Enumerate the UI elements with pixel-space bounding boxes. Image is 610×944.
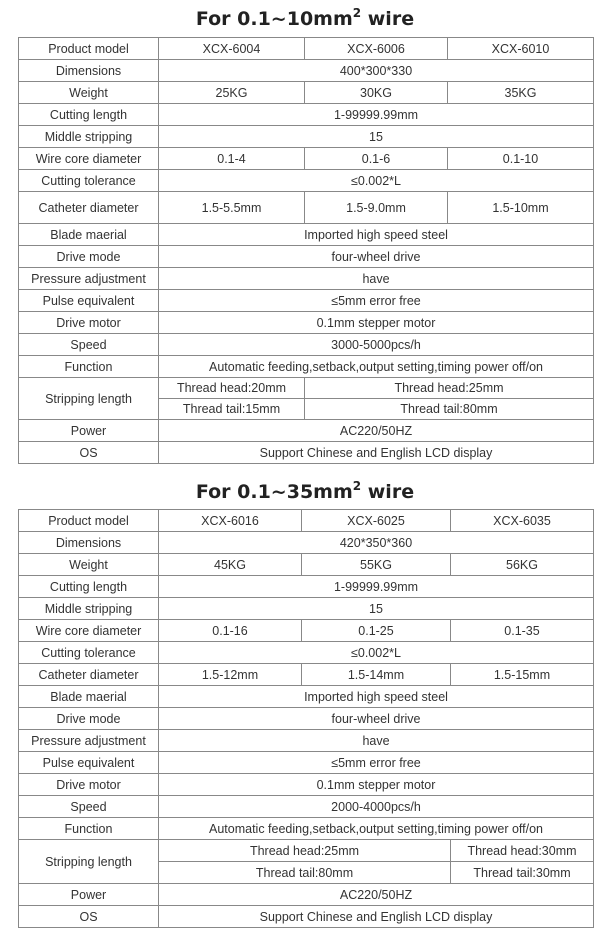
row-label: Middle stripping	[19, 598, 159, 620]
table-cell: Thread tail:80mm	[159, 862, 451, 884]
table-cell: 420*350*360	[159, 532, 594, 554]
table-row	[19, 126, 594, 148]
row-label: Middle stripping	[19, 126, 159, 148]
table-row	[19, 356, 594, 378]
row-label: Cutting length	[19, 104, 159, 126]
row-label: Drive mode	[19, 708, 159, 730]
table-cell: have	[159, 268, 594, 290]
table-row	[19, 576, 594, 598]
table-row	[19, 686, 594, 708]
row-label: Pulse equivalent	[19, 290, 159, 312]
table-cell: 1.5-14mm	[302, 664, 451, 686]
table-cell: 0.1-35	[451, 620, 594, 642]
table-cell: 1-99999.99mm	[159, 576, 594, 598]
title-text: For 0.1~10mm	[195, 8, 353, 30]
table-row	[19, 598, 594, 620]
table-row	[19, 840, 594, 862]
table-row	[19, 818, 594, 840]
table-row	[19, 148, 594, 170]
table-row	[19, 906, 594, 928]
table-row	[19, 796, 594, 818]
table-cell: Thread head:20mm	[159, 378, 305, 399]
table-cell: 1.5-9.0mm	[305, 192, 448, 224]
table-cell: 3000-5000pcs/h	[159, 334, 594, 356]
spec-table-10mm	[18, 37, 594, 464]
row-label: Weight	[19, 82, 159, 104]
table-cell: Thread tail:80mm	[305, 399, 594, 420]
table-row	[19, 170, 594, 192]
table-cell: 0.1-16	[159, 620, 302, 642]
table-row	[19, 224, 594, 246]
table-cell: 400*300*330	[159, 60, 594, 82]
table-title	[0, 8, 610, 30]
table-row	[19, 642, 594, 664]
row-label: Drive motor	[19, 312, 159, 334]
table-cell: 15	[159, 598, 594, 620]
row-label: Stripping length	[19, 378, 159, 420]
table-cell: 25KG	[159, 82, 305, 104]
table-cell: 45KG	[159, 554, 302, 576]
table-row	[19, 730, 594, 752]
row-label: Dimensions	[19, 60, 159, 82]
row-label: Cutting tolerance	[19, 170, 159, 192]
table-cell: 2000-4000pcs/h	[159, 796, 594, 818]
row-label: Speed	[19, 796, 159, 818]
table-cell: 0.1-25	[302, 620, 451, 642]
spec-table-35mm	[18, 509, 594, 928]
table-cell: Thread tail:15mm	[159, 399, 305, 420]
table-row	[19, 442, 594, 464]
table-cell: 0.1-10	[448, 148, 594, 170]
table-cell: Automatic feeding,setback,output setting,timing power off/on	[159, 818, 594, 840]
table-cell: XCX-6004	[159, 38, 305, 60]
table-row	[19, 334, 594, 356]
table-cell: 1-99999.99mm	[159, 104, 594, 126]
table-cell: AC220/50HZ	[159, 420, 594, 442]
row-label: Function	[19, 818, 159, 840]
row-label: Drive mode	[19, 246, 159, 268]
table-row	[19, 290, 594, 312]
table-cell: 55KG	[302, 554, 451, 576]
table-cell: 1.5-5.5mm	[159, 192, 305, 224]
table-row	[19, 104, 594, 126]
table-cell: Thread head:25mm	[159, 840, 451, 862]
table-cell: ≤5mm error free	[159, 290, 594, 312]
table-cell: four-wheel drive	[159, 246, 594, 268]
table-row	[19, 532, 594, 554]
table-cell: XCX-6006	[305, 38, 448, 60]
table-cell: XCX-6010	[448, 38, 594, 60]
row-label: Stripping length	[19, 840, 159, 884]
table-cell: Imported high speed steel	[159, 224, 594, 246]
row-label: Pressure adjustment	[19, 268, 159, 290]
table-cell: have	[159, 730, 594, 752]
title-text: For 0.1~35mm	[195, 481, 353, 503]
table-cell: ≤0.002*L	[159, 170, 594, 192]
table-row	[19, 246, 594, 268]
row-label: Blade maerial	[19, 224, 159, 246]
row-label: Blade maerial	[19, 686, 159, 708]
table-row	[19, 82, 594, 104]
table-row	[19, 708, 594, 730]
title-suffix: wire	[361, 481, 415, 503]
title-suffix: wire	[361, 8, 415, 30]
table-cell: 0.1mm stepper motor	[159, 312, 594, 334]
table-row	[19, 620, 594, 642]
row-label: Wire core diameter	[19, 148, 159, 170]
row-label: Cutting length	[19, 576, 159, 598]
row-label: OS	[19, 442, 159, 464]
row-label: Drive motor	[19, 774, 159, 796]
table-cell: 35KG	[448, 82, 594, 104]
row-label: Power	[19, 884, 159, 906]
table-cell: XCX-6016	[159, 510, 302, 532]
table-cell: Support Chinese and English LCD display	[159, 442, 594, 464]
row-label: Pulse equivalent	[19, 752, 159, 774]
table-cell: four-wheel drive	[159, 708, 594, 730]
table-row	[19, 60, 594, 82]
table-cell: Support Chinese and English LCD display	[159, 906, 594, 928]
table-title	[0, 481, 610, 503]
title-superscript: 2	[352, 479, 362, 493]
table-cell: Thread tail:30mm	[451, 862, 594, 884]
table-cell: 1.5-12mm	[159, 664, 302, 686]
row-label: Dimensions	[19, 532, 159, 554]
row-label: Product model	[19, 38, 159, 60]
row-label: Wire core diameter	[19, 620, 159, 642]
row-label: Speed	[19, 334, 159, 356]
table-cell: ≤0.002*L	[159, 642, 594, 664]
table-cell: 30KG	[305, 82, 448, 104]
table-cell: 15	[159, 126, 594, 148]
row-label: Cutting tolerance	[19, 642, 159, 664]
table-row	[19, 510, 594, 532]
table-row	[19, 312, 594, 334]
table-row	[19, 268, 594, 290]
table-row	[19, 554, 594, 576]
table-cell: ≤5mm error free	[159, 752, 594, 774]
table-row	[19, 420, 594, 442]
title-superscript: 2	[352, 6, 362, 20]
table-cell: Automatic feeding,setback,output setting,timing power off/on	[159, 356, 594, 378]
row-label: Weight	[19, 554, 159, 576]
row-label: Power	[19, 420, 159, 442]
table-cell: 56KG	[451, 554, 594, 576]
row-label: Pressure adjustment	[19, 730, 159, 752]
table-row	[19, 752, 594, 774]
table-cell: XCX-6025	[302, 510, 451, 532]
table-row	[19, 38, 594, 60]
table-cell: AC220/50HZ	[159, 884, 594, 906]
table-cell: XCX-6035	[451, 510, 594, 532]
table-cell: Imported high speed steel	[159, 686, 594, 708]
row-label: Function	[19, 356, 159, 378]
table-row	[19, 664, 594, 686]
table-row	[19, 192, 594, 224]
table-row	[19, 884, 594, 906]
table-cell: Thread head:30mm	[451, 840, 594, 862]
table-row	[19, 774, 594, 796]
table-cell: Thread head:25mm	[305, 378, 594, 399]
table-row	[19, 378, 594, 399]
row-label: Product model	[19, 510, 159, 532]
row-label: Catheter diameter	[19, 192, 159, 224]
table-cell: 0.1mm stepper motor	[159, 774, 594, 796]
row-label: Catheter diameter	[19, 664, 159, 686]
table-cell: 1.5-15mm	[451, 664, 594, 686]
row-label: OS	[19, 906, 159, 928]
table-cell: 0.1-6	[305, 148, 448, 170]
table-cell: 1.5-10mm	[448, 192, 594, 224]
table-cell: 0.1-4	[159, 148, 305, 170]
